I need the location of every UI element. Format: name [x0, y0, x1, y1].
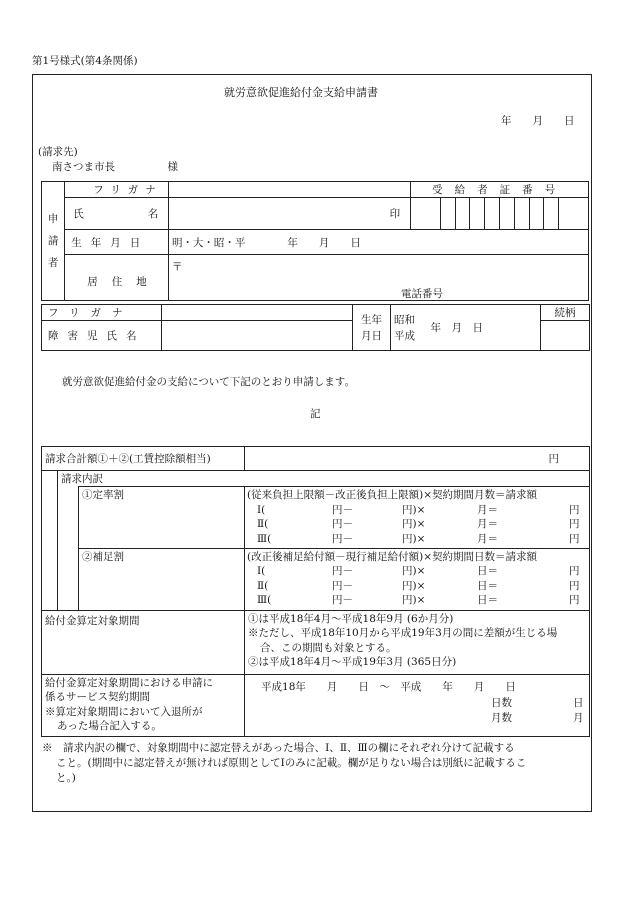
supp-row-1-b: 円)×	[402, 565, 426, 577]
relation-label: 続柄	[541, 305, 590, 321]
contract-label-3: ※算定対象期間において入退所が	[45, 705, 203, 718]
fixed-row-2-d: 円	[569, 518, 580, 530]
form-title: 就労意欲促進給付金支給申請書	[224, 86, 378, 99]
footnote	[42, 741, 590, 786]
relation-input[interactable]	[541, 321, 590, 351]
supp-rows[interactable]	[247, 564, 587, 608]
cert-digit[interactable]	[544, 198, 559, 230]
fixed-row-2-b: 円)×	[402, 518, 426, 530]
era-showa: 昭和	[394, 313, 415, 326]
footnote-line-2: こと。(期間中に認定替えが無ければ原則としてⅠのみに記載。欄が足りない場合は別紙に記載するこ	[56, 757, 527, 769]
breakdown-label: 請求内訳	[58, 471, 590, 487]
period-line-1: ①は平成18年4月～平成18年9月 (6か月分)	[248, 612, 454, 625]
form-number: 第1号様式(第4条関係)	[32, 55, 138, 67]
fixed-row-2-a: 円－	[332, 518, 354, 530]
applicant-furigana-input[interactable]	[168, 182, 410, 198]
child-birth-label-1: 生年	[361, 313, 382, 326]
fixed-rate-label: ①定率割	[79, 487, 245, 549]
claim-total-unit[interactable]: 円	[245, 447, 590, 471]
supp-row-2-d: 円	[569, 579, 580, 592]
era-heisei: 平成	[394, 329, 415, 342]
child-furigana-label: フリガナ	[42, 305, 162, 321]
child-furigana-input[interactable]	[162, 305, 353, 321]
supplement-label: ②補足割	[79, 548, 245, 610]
supp-row-1-c: 日＝	[477, 565, 499, 577]
claim-total-label: 請求合計額①＋②(工賃控除額相当)	[42, 447, 245, 471]
fixed-row-3-c: 月＝	[477, 532, 499, 545]
phone-label: 電話番号	[400, 288, 443, 300]
address-label: 居住地	[65, 255, 169, 301]
applicant-furigana-label: フリガナ	[65, 182, 169, 198]
fixed-row-1-c: 月＝	[477, 503, 499, 516]
footnote-line-1: ※ 請求内訳の欄で、対象期間中に認定替えがあった場合、Ⅰ、Ⅱ、Ⅲの欄にそれぞれ分けて記載する	[42, 742, 515, 754]
fixed-row-2-num: Ⅱ(	[257, 518, 269, 530]
supp-row-3-a: 円－	[332, 594, 354, 606]
fixed-row-3-b: 円)×	[402, 532, 426, 545]
postal-mark: 〒	[171, 261, 183, 273]
cert-number-label: 受給者証番号	[411, 182, 589, 198]
cert-digit[interactable]	[455, 198, 470, 230]
period-label: 給付金算定対象期間	[42, 610, 245, 674]
fixed-row-1-a: 円－	[332, 503, 354, 516]
recipient-name: 南さつま市長 様	[52, 161, 178, 173]
birth-value[interactable]: 明・大・昭・平 年 月 日	[168, 230, 588, 255]
cert-digit[interactable]	[559, 198, 589, 230]
contract-label-2: 係るサービス契約期間	[45, 691, 150, 703]
fixed-row-1-d: 円	[569, 503, 580, 516]
days-unit[interactable]: 日	[573, 696, 584, 709]
fixed-rows[interactable]	[247, 503, 587, 547]
cert-digit[interactable]	[411, 198, 441, 230]
supp-row-2-num: Ⅱ(	[257, 579, 269, 592]
claim-table	[41, 446, 590, 737]
supp-row-3-b: 円)×	[402, 594, 426, 606]
supp-row-2-a: 円－	[332, 579, 354, 592]
supp-row-1-num: Ⅰ(	[257, 565, 266, 577]
ki-mark: 記	[310, 408, 321, 420]
birth-label: 生年月日	[65, 230, 169, 255]
child-name-label: 障害児氏名	[42, 321, 162, 351]
months-unit[interactable]: 月	[573, 711, 584, 724]
date-field[interactable]: 年 月 日	[501, 115, 575, 127]
fixed-row-1-b: 円)×	[402, 503, 426, 516]
period-line-2: ※ただし、平成18年10月から平成19年3月の間に差額が生じる場	[248, 627, 558, 639]
recipient-label: (請求先)	[38, 146, 78, 158]
applicant-table: 申 請 者 フリガナ 受給者証番号 氏 名 印 生年月日 明・大・昭・平 年 月 日 居住地 〒 電話番号	[41, 181, 589, 301]
period-line-4: ②は平成18年4月～平成19年3月 (365日分)	[248, 656, 457, 668]
contract-label-1: 給付金算定対象期間における申請に	[45, 676, 213, 689]
child-name-input[interactable]	[162, 321, 353, 351]
applicant-side-label: 申 請 者	[42, 182, 65, 301]
child-table	[41, 304, 590, 351]
cert-digit[interactable]	[470, 198, 485, 230]
supp-row-3-d: 円	[569, 594, 580, 606]
fixed-row-2-c: 月＝	[477, 518, 499, 530]
supp-row-2-b: 円)×	[402, 579, 426, 592]
footnote-line-3: と。)	[56, 772, 76, 784]
cert-digit[interactable]	[440, 198, 455, 230]
child-birth-value[interactable]: 年 月 日	[428, 305, 541, 351]
cert-digit[interactable]	[514, 198, 529, 230]
days-label: 日数	[491, 696, 513, 709]
period-line-3: 合、この期間も対象とする。	[260, 641, 397, 654]
statement: 就労意欲促進給付金の支給について下記のとおり申請します。	[62, 376, 355, 388]
contract-label-4: あった場合記入する。	[57, 720, 162, 732]
months-label: 月数	[491, 711, 513, 724]
supp-row-3-num: Ⅲ(	[257, 594, 272, 606]
cert-digit[interactable]	[485, 198, 500, 230]
fixed-row-3-d: 円	[569, 532, 580, 545]
supp-formula: (改正後補足給付額－現行補足給付額)×契約期間日数＝請求額	[247, 550, 538, 563]
applicant-name-label: 氏	[73, 208, 84, 220]
child-birth-label-2: 月日	[361, 329, 382, 342]
fixed-row-3-a: 円－	[332, 532, 354, 545]
fixed-formula: (従来負担上限額－改正後負担上限額)×契約期間月数＝請求額	[247, 489, 538, 501]
cert-digit[interactable]	[529, 198, 544, 230]
supp-row-1-d: 円	[569, 565, 580, 577]
supp-row-3-c: 日＝	[477, 594, 499, 606]
cert-digit[interactable]	[499, 198, 514, 230]
fixed-row-1-num: Ⅰ(	[257, 503, 266, 516]
fixed-row-3-num: Ⅲ(	[257, 532, 272, 545]
supp-row-2-c: 日＝	[477, 579, 499, 592]
supp-row-1-a: 円－	[332, 565, 354, 577]
contract-range[interactable]: 平成18年 月 日 ～ 平成 年 月 日	[261, 680, 516, 693]
seal-mark: 印	[389, 208, 401, 220]
